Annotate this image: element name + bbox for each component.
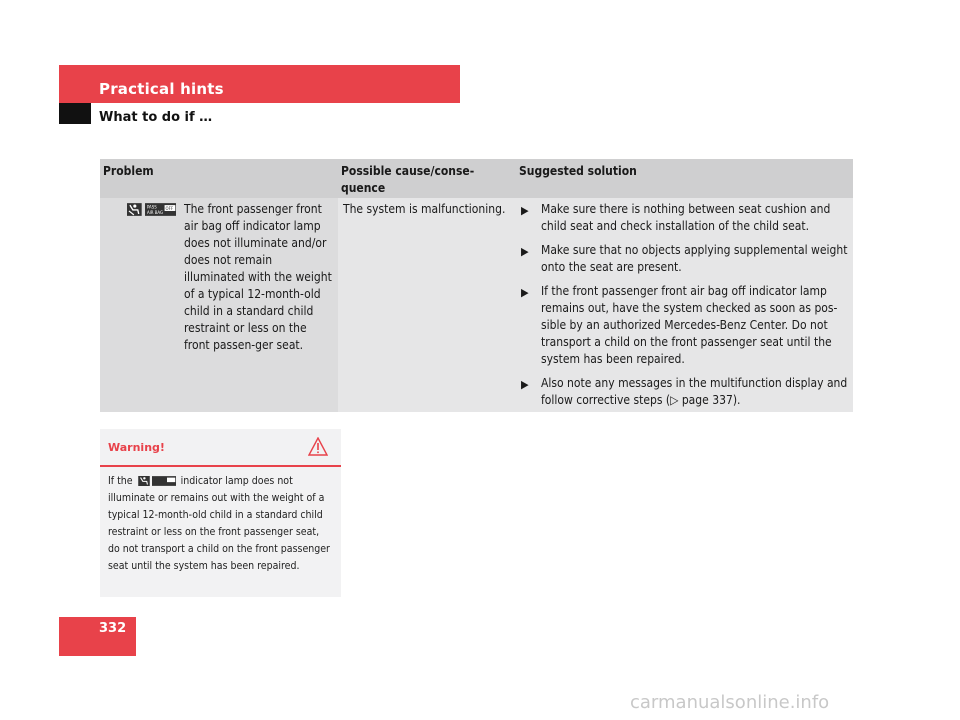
svg-text:AIR BAG: AIR BAG xyxy=(146,209,163,215)
subsection-title: What to do if … xyxy=(99,110,213,125)
page-number: 332 xyxy=(99,621,127,636)
list-item: ▶ If the front passenger front air bag off indicator lamp remains out, have the system checked as soon as pos-sible by an authorized Mercedes-Benz Center. Do not transport a child on the front passenger seat until the system has been repaired. xyxy=(521,284,838,366)
bullet-arrow-icon: ▶ xyxy=(521,204,529,217)
warning-title: Warning! xyxy=(108,441,165,454)
svg-text:OFF: OFF xyxy=(165,205,173,211)
passenger-airbag-off-icon xyxy=(105,201,176,216)
list-item: ▶ Also note any messages in the multifunction display and follow corrective steps (▷ page 337). xyxy=(521,376,848,407)
subsection-marker xyxy=(59,103,91,124)
problem-lamp-cell xyxy=(100,198,179,412)
header-problem: Problem xyxy=(103,164,154,178)
cause-text: The system is malfunctioning. xyxy=(338,198,516,412)
problem-text: The front passenger front air bag off indicator lamp does not illuminate and/or does not remain illuminated with the weight of a typical 12-month-old child in a standard child restraint or less on the front passen-ger seat. xyxy=(179,198,338,412)
troubleshooting-table xyxy=(100,159,853,412)
header-cause: Possible cause/conse- quence xyxy=(341,164,475,195)
passenger-airbag-off-icon xyxy=(138,476,176,486)
bullet-arrow-icon: ▶ xyxy=(521,378,529,391)
warning-triangle-icon xyxy=(308,437,328,456)
pass-airbag-off-label-icon xyxy=(145,203,176,216)
warning-box xyxy=(100,429,341,597)
warning-text: If the indicator lamp does not illuminate or remains out with the weight of a typical 12-month-old child in a standard child restraint or less on the front passenger seat, do not transport a child on the front passenger seat until the system has been repaired. xyxy=(108,475,330,572)
svg-text:PASS: PASS xyxy=(146,204,157,210)
list-item: ▶ Make sure there is nothing between seat cushion and child seat and check installation of the child seat. xyxy=(521,202,831,233)
table-row xyxy=(100,198,853,412)
bullet-arrow-icon: ▶ xyxy=(521,245,529,258)
bullet-arrow-icon: ▶ xyxy=(521,286,529,299)
watermark: carmanualsonline.info xyxy=(630,692,830,713)
table-header-row xyxy=(100,159,853,198)
seat-child-icon xyxy=(127,203,142,216)
solution-cell xyxy=(516,198,853,412)
section-title: Practical hints xyxy=(99,80,224,98)
header-solution: Suggested solution xyxy=(519,164,637,178)
pass-airbag-off-label-icon xyxy=(152,476,176,486)
seat-child-icon xyxy=(138,476,150,486)
warning-header xyxy=(100,429,341,467)
list-item: ▶ Make sure that no objects applying supplemental weight onto the seat are present. xyxy=(521,243,848,274)
